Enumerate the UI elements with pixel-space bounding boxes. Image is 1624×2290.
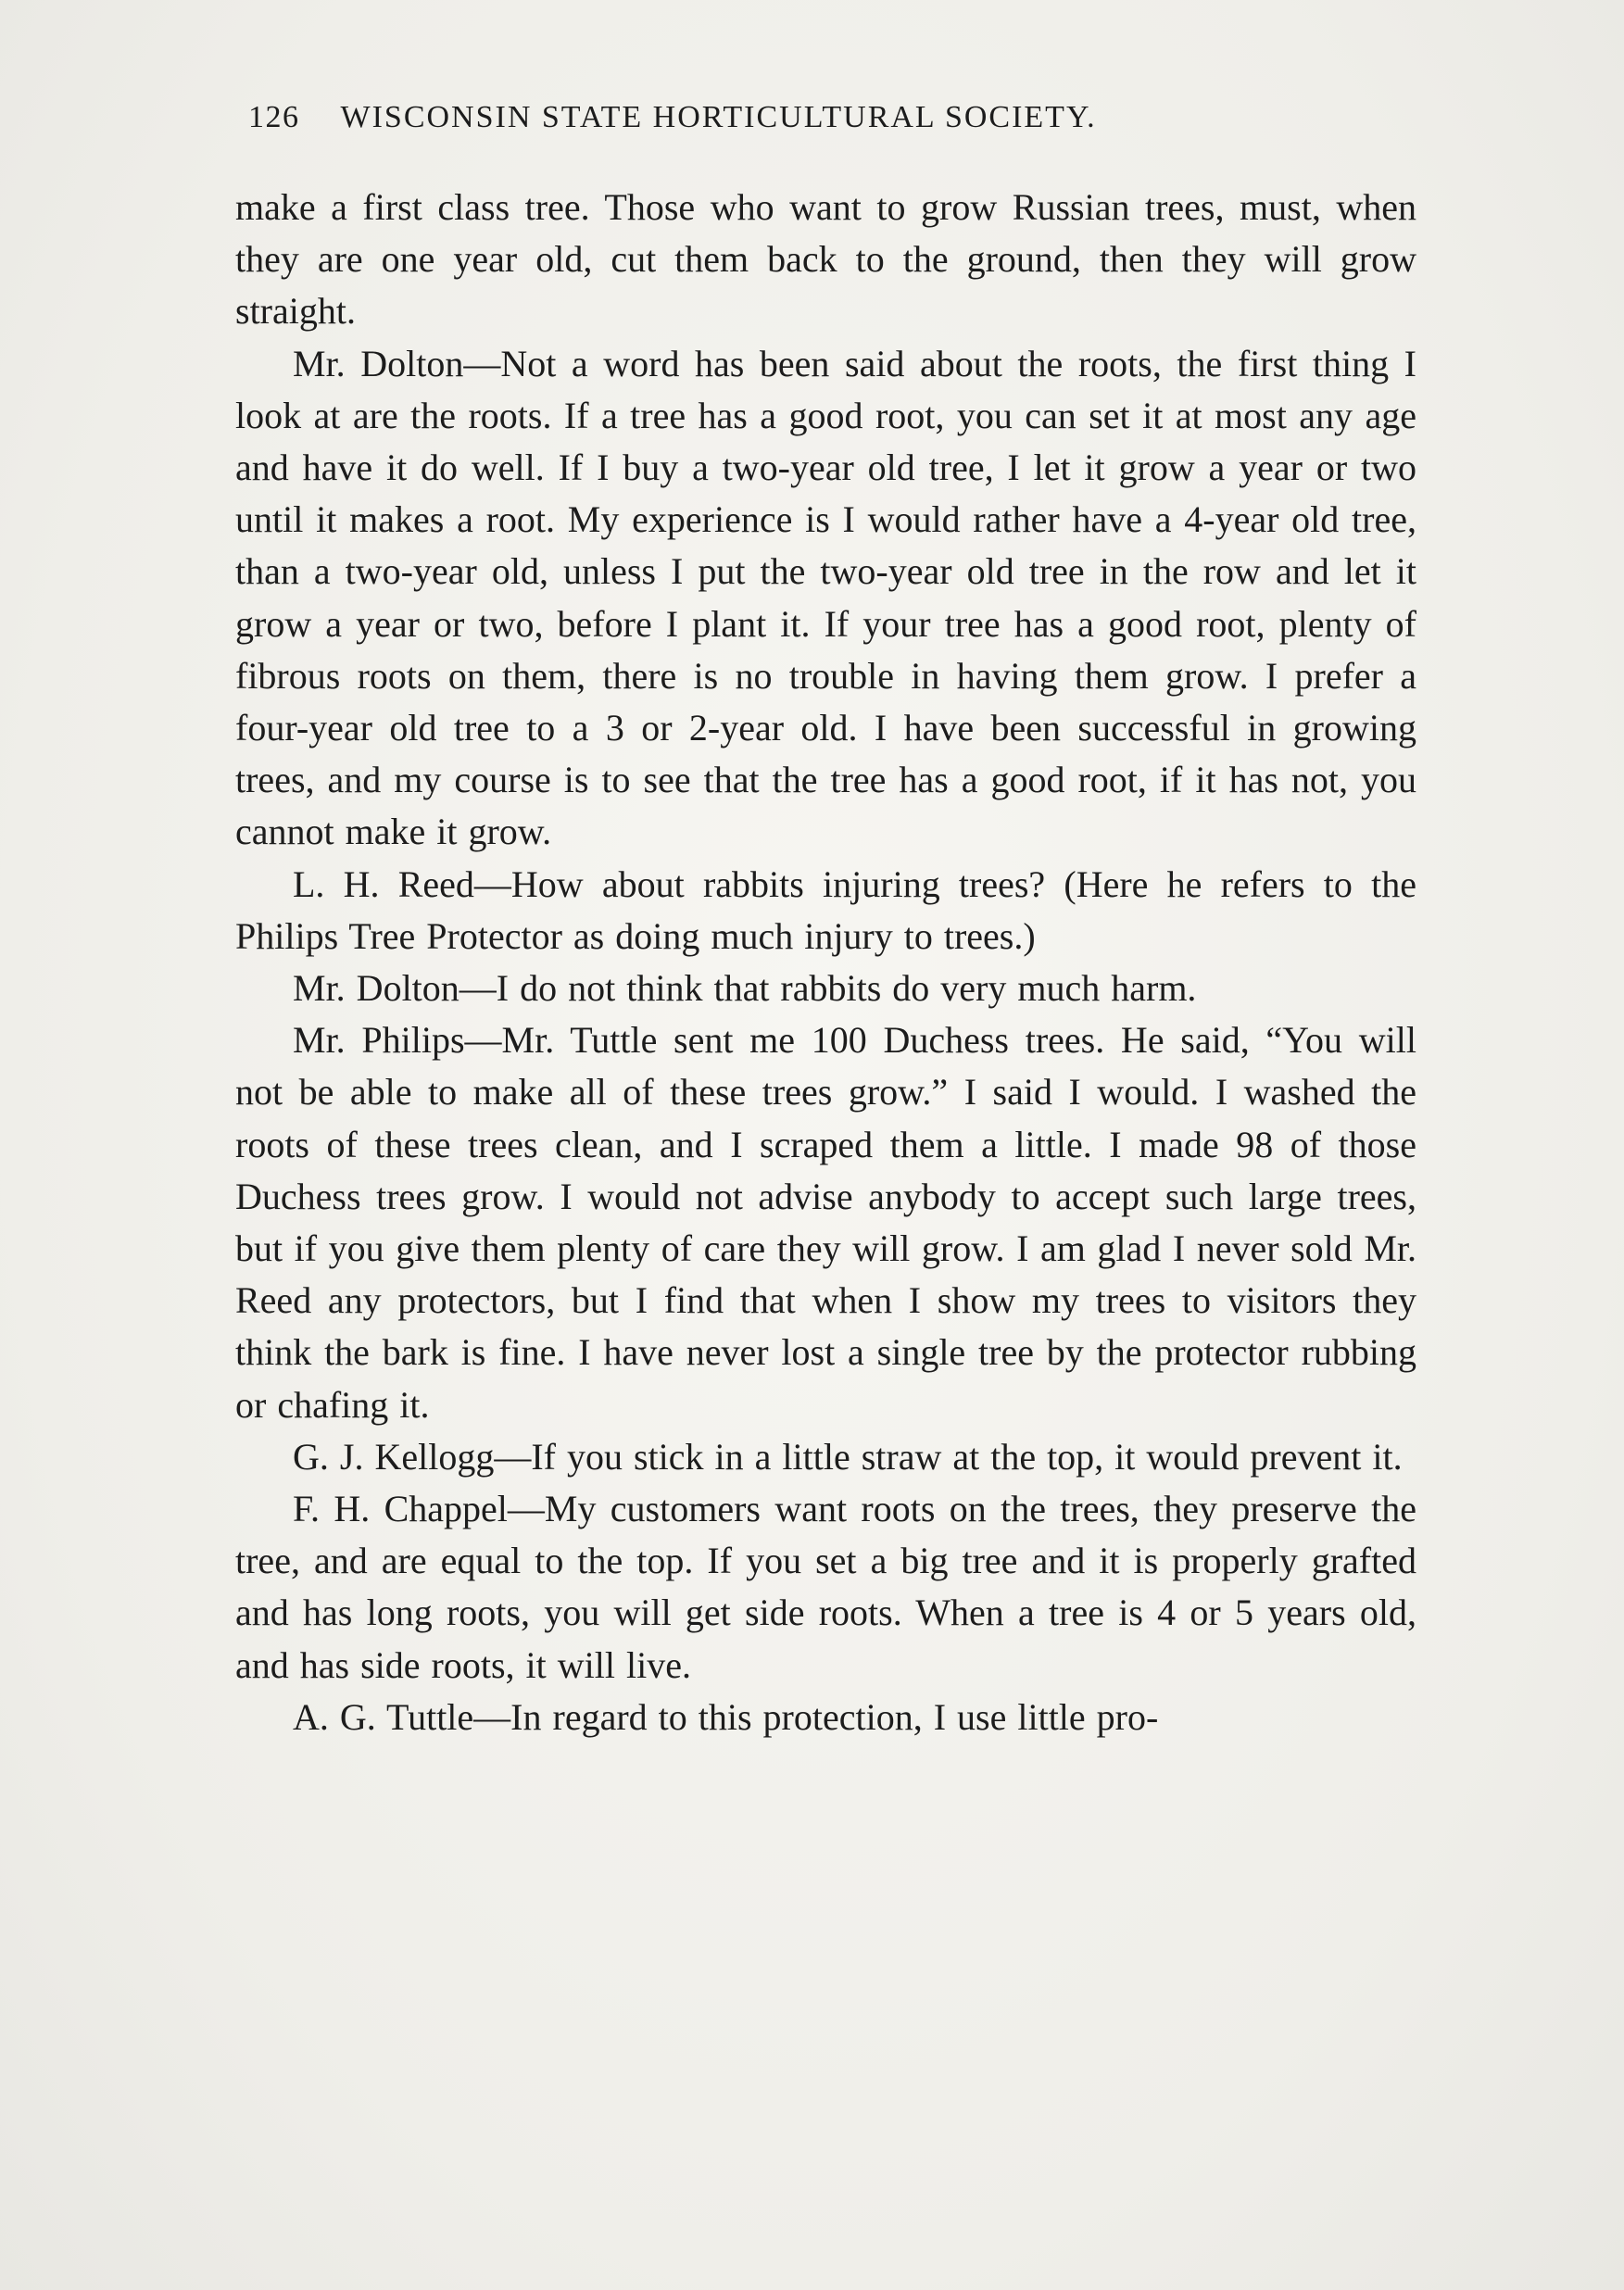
running-title: WISCONSIN STATE HORTICULTURAL SOCIETY. xyxy=(340,100,1097,134)
paragraph-tuttle-protection: A. G. Tuttle—In regard to this protection, I use little pro- xyxy=(293,1695,1159,1738)
paragraph-continuation: make a first class tree. Those who want to grow Russian trees, must, when they are one year old, cut them back to the ground, then they will grow straight. xyxy=(235,186,1416,333)
running-header xyxy=(248,100,1295,156)
page-number: 126 xyxy=(248,100,300,134)
body-text xyxy=(235,182,1416,1743)
paragraph-dolton-harm: Mr. Dolton—I do not think that rabbits do very much harm. xyxy=(293,967,1197,1010)
paragraph-chappel-roots: F. H. Chappel—My customers want roots on the trees, they preserve the tree, and are equal to the top. If you set a big tree and it is properly grafted and has long roots, you will get side roots. When a tree is 4 or 5 years old, and has side roots, it will live. xyxy=(235,1488,1416,1686)
paragraph-kellogg-straw: G. J. Kellogg—If you stick in a little straw at the top, it would prevent it. xyxy=(293,1435,1403,1478)
paragraph-philips-duchess: Mr. Philips—Mr. Tuttle sent me 100 Duchess trees. He said, “You will not be able to make all of these trees grow.” I said I would. I washed the roots of these trees clean, and I scraped them a little. I made 98 of those Duchess trees grow. I would not advise anybody to accept such large trees, but if you give them plenty of care they will grow. I am glad I never sold Mr. Reed any protectors, but I find that when I show my trees to visitors they think the bark is fine. I have never lost a single tree by the protector rubbing or chafing it. xyxy=(235,1019,1416,1426)
paragraph-reed-rabbits: L. H. Reed—How about rabbits injuring trees? (Here he refers to the Philips Tree Protector as doing much injury to trees.) xyxy=(235,862,1416,957)
paragraph-dolton-roots: Mr. Dolton—Not a word has been said about the roots, the first thing I look at are the roots. If a tree has a good root, you can set it at most any age and have it do well. If I buy a two-year old tree, I let it grow a year or two until it makes a root. My experience is I would rather have a 4-year old tree, than a two-year old, unless I put the two-year old tree in the row and let it grow a year or two, before I plant it. If your tree has a good root, plenty of fibrous roots on them, there is no trouble in having them grow. I prefer a four-year old tree to a 3 or 2-year old. I have been successful in growing trees, and my course is to see that the tree has a good root, if it has not, you cannot make it grow. xyxy=(235,342,1416,853)
